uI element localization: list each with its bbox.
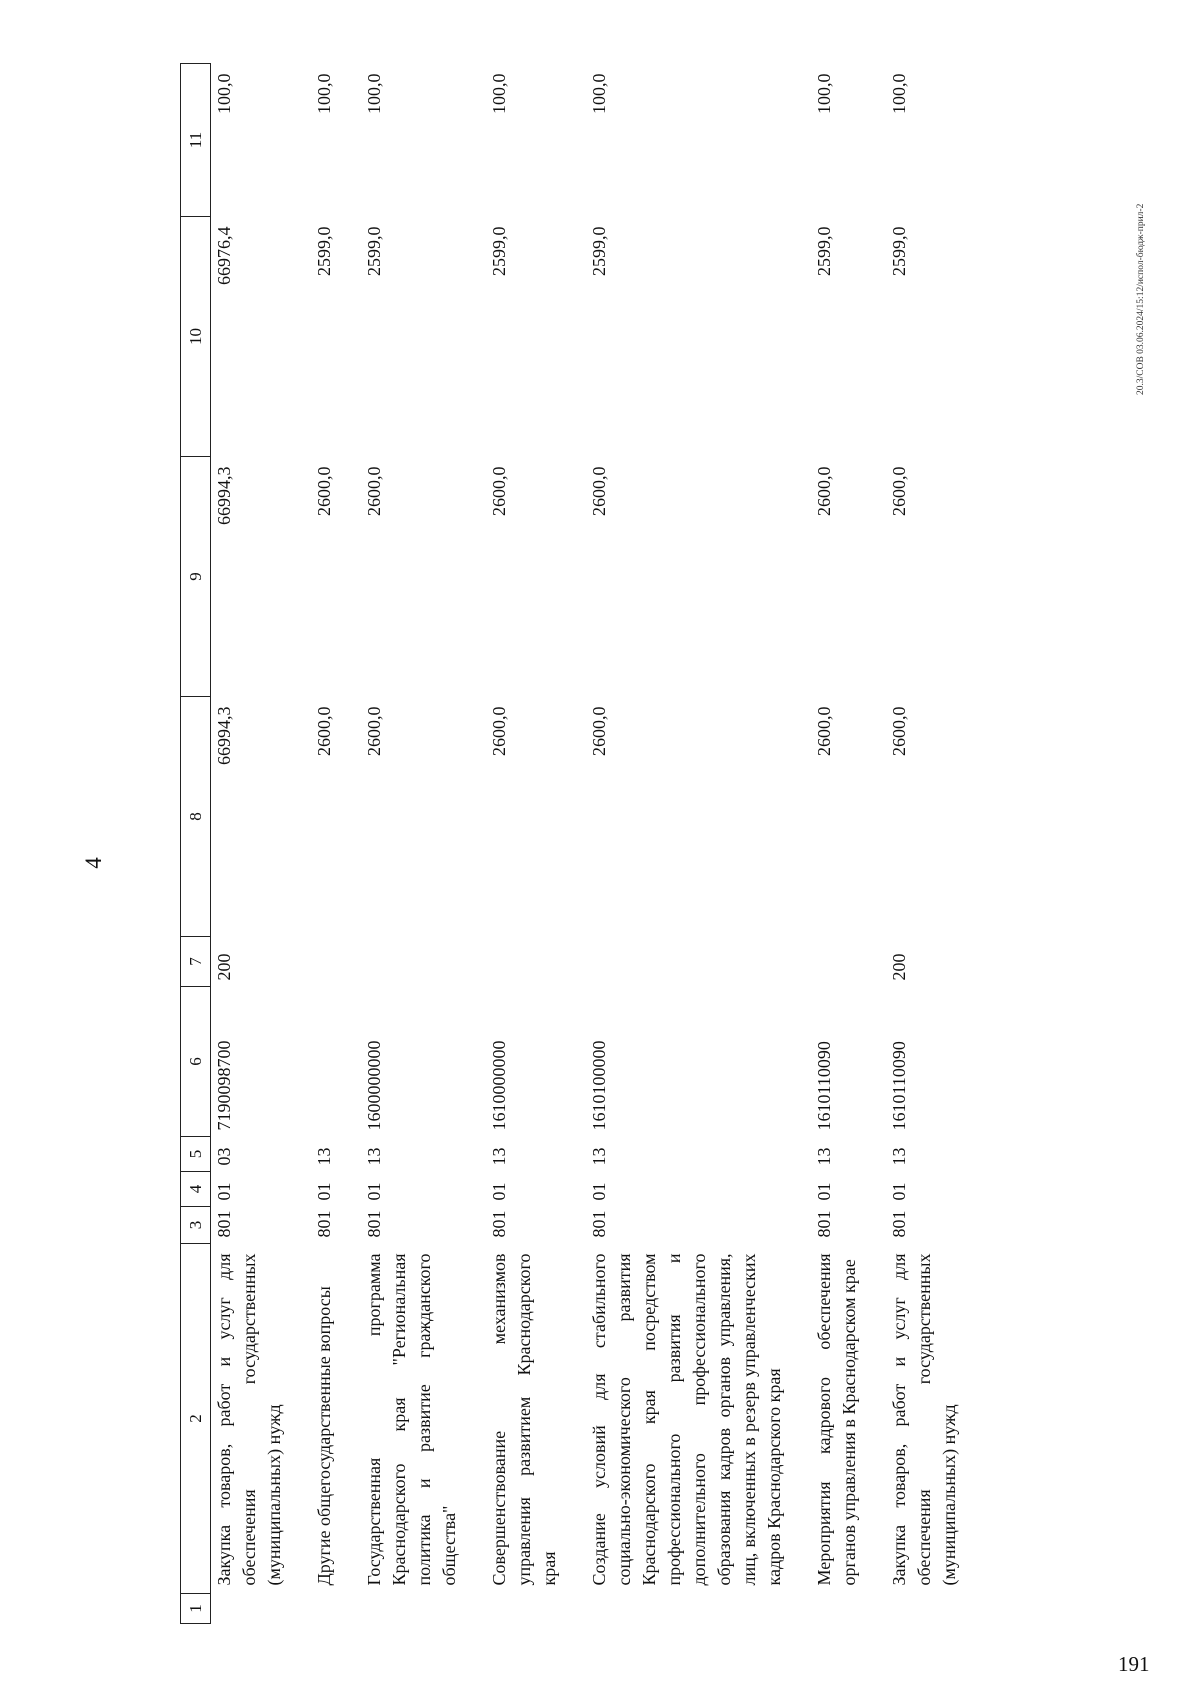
subsection-code: 03: [214, 1147, 234, 1166]
revised-amount: 2600,0: [889, 466, 909, 516]
budget-table: [180, 63, 986, 1624]
executed-amount: 66976,4: [214, 226, 234, 285]
column-header-7: 7: [181, 937, 211, 987]
target-article-code: 1610000000: [489, 1040, 509, 1131]
row-index: [486, 1594, 586, 1624]
section-code: 01: [489, 1182, 509, 1201]
section-code: 01: [889, 1182, 909, 1201]
column-header-9: 9: [181, 457, 211, 697]
column-header-10: 10: [181, 217, 211, 457]
subsection-code: 13: [814, 1147, 834, 1166]
section-code: 01: [364, 1182, 384, 1201]
expense-type-code: 200: [214, 953, 234, 981]
revised-amount: 2600,0: [489, 466, 509, 516]
revised-amount: 66994,3: [214, 466, 234, 525]
table-row: [586, 64, 811, 1624]
subsection-code: 13: [364, 1147, 384, 1166]
budget-table-rotated: [180, 64, 1029, 1624]
revised-amount: 2600,0: [589, 466, 609, 516]
execution-percent: 100,0: [214, 73, 234, 114]
revised-amount: 2600,0: [314, 466, 334, 516]
execution-percent: 100,0: [589, 73, 609, 114]
dept-code: 801: [889, 1210, 909, 1238]
subsection-code: 13: [489, 1147, 509, 1166]
approved-amount: 2600,0: [814, 706, 834, 756]
approved-amount: 2600,0: [589, 706, 609, 756]
column-header-8: 8: [181, 697, 211, 937]
target-article-code: [311, 987, 361, 1137]
header-row: [181, 64, 211, 1624]
row-index: [811, 1594, 886, 1624]
dept-code: 801: [314, 1210, 334, 1238]
dept-code: 801: [364, 1210, 384, 1238]
approved-amount: 2600,0: [489, 706, 509, 756]
page-number: 4: [80, 857, 106, 869]
expense-type-code: [361, 937, 486, 987]
subsection-code: 13: [589, 1147, 609, 1166]
approved-amount: 2600,0: [314, 706, 334, 756]
expense-type-code: 200: [889, 953, 909, 981]
table-row: [211, 64, 312, 1624]
target-article-code: 1610100000: [589, 1040, 609, 1131]
revised-amount: 2600,0: [814, 466, 834, 516]
executed-amount: 2599,0: [814, 226, 834, 276]
table-row: [886, 64, 986, 1624]
revised-amount: 2600,0: [364, 466, 384, 516]
expense-type-code: [811, 937, 886, 987]
item-name: Создание условий для стабильного социально-экономического развития Краснодарского края посредством профессионального развития и дополнительного профессионального образования кадров органов управления, лиц, включенных в резерв управленческих кадров Краснодарского края: [589, 1253, 784, 1586]
execution-percent: 100,0: [489, 73, 509, 114]
executed-amount: 2599,0: [364, 226, 384, 276]
approved-amount: 2600,0: [364, 706, 384, 756]
item-name: Закупка товаров, работ и услуг для обеспечения государственных (муниципальных) нужд: [889, 1253, 959, 1586]
target-article-code: 1610110090: [814, 1041, 834, 1131]
expense-type-code: [486, 937, 586, 987]
item-name: Другие общегосударственные вопросы: [314, 1286, 334, 1586]
dept-code: 801: [814, 1210, 834, 1238]
row-index: [886, 1594, 986, 1624]
table-row: [811, 64, 886, 1624]
executed-amount: 2599,0: [889, 226, 909, 276]
row-index: [211, 1594, 312, 1624]
executed-amount: 2599,0: [589, 226, 609, 276]
dept-code: 801: [589, 1210, 609, 1238]
target-article-code: 1600000000: [364, 1040, 384, 1131]
execution-percent: 100,0: [364, 73, 384, 114]
expense-type-code: [586, 937, 811, 987]
document-code: 20.3/СОВ 03.06.2024/15:12/испол-бюдж-прил-2: [1136, 203, 1146, 395]
approved-amount: 2600,0: [889, 706, 909, 756]
item-name: Закупка товаров, работ и услуг для обеспечения государственных (муниципальных) нужд: [214, 1253, 284, 1586]
row-index: [311, 1594, 361, 1624]
column-header-3: 3: [181, 1207, 211, 1244]
section-code: 01: [589, 1182, 609, 1201]
section-code: 01: [214, 1182, 234, 1201]
table-row: [361, 64, 486, 1624]
dept-code: 801: [489, 1210, 509, 1238]
target-article-code: 1610110090: [889, 1041, 909, 1131]
execution-percent: 100,0: [889, 73, 909, 114]
subsection-code: 13: [889, 1147, 909, 1166]
execution-percent: 100,0: [314, 73, 334, 114]
column-header-2: 2: [181, 1244, 211, 1594]
column-header-4: 4: [181, 1172, 211, 1207]
column-header-1: 1: [181, 1594, 211, 1624]
sheet-number: 191: [1118, 1652, 1150, 1676]
row-index: [586, 1594, 811, 1624]
expense-type-code: [311, 937, 361, 987]
dept-code: 801: [214, 1210, 234, 1238]
executed-amount: 2599,0: [314, 226, 334, 276]
target-article-code: 7190098700: [214, 1040, 234, 1131]
column-header-11: 11: [181, 64, 211, 217]
column-header-5: 5: [181, 1137, 211, 1172]
section-code: 01: [814, 1182, 834, 1201]
execution-percent: 100,0: [814, 73, 834, 114]
subsection-code: 13: [314, 1147, 334, 1166]
table-row: [486, 64, 586, 1624]
section-code: 01: [314, 1182, 334, 1201]
table-row: [311, 64, 361, 1624]
item-name: Мероприятия кадрового обеспечения органов управления в Краснодарском крае: [814, 1253, 859, 1586]
executed-amount: 2599,0: [489, 226, 509, 276]
approved-amount: 66994,3: [214, 706, 234, 765]
item-name: Государственная программа Краснодарского края "Региональная политика и развитие гражданского общества": [364, 1253, 459, 1586]
row-index: [361, 1594, 486, 1624]
column-header-6: 6: [181, 987, 211, 1137]
item-name: Совершенствование механизмов управления развитием Краснодарского края: [489, 1253, 559, 1586]
